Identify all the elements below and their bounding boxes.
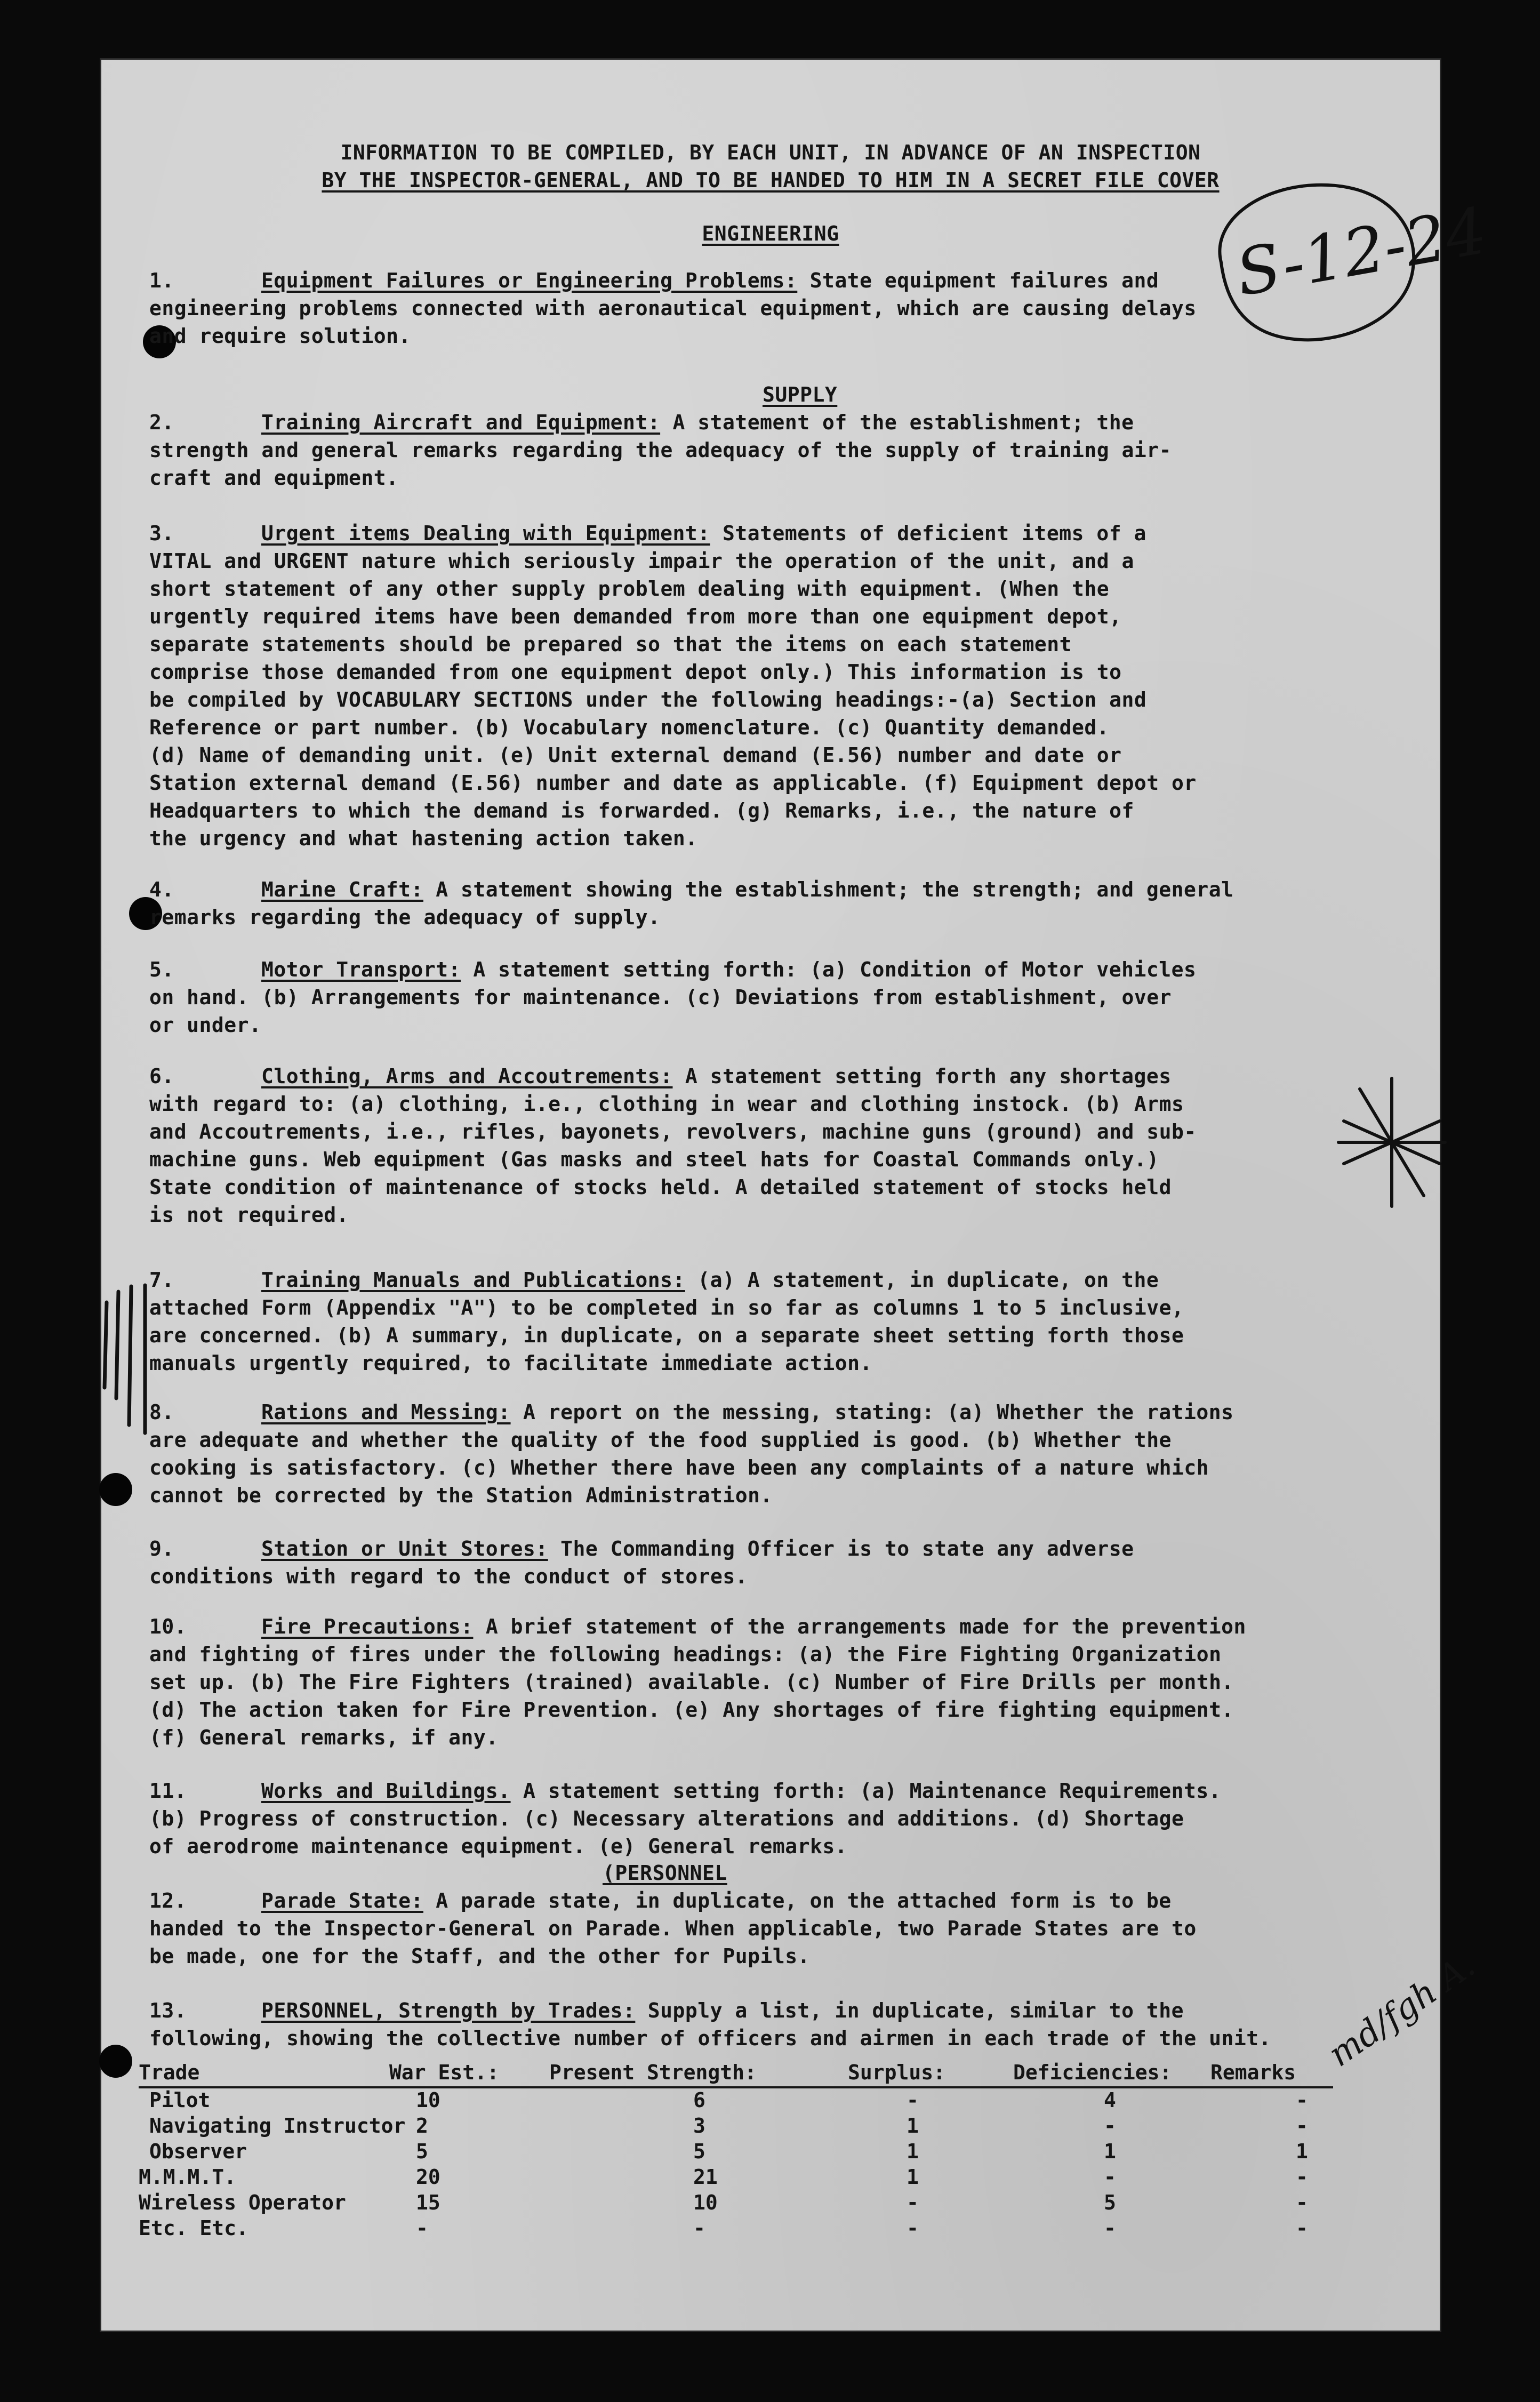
column-header-remarks: Remarks bbox=[1210, 2061, 1296, 2084]
trades-table bbox=[139, 2061, 1440, 2242]
stamp-text: S-12-24 bbox=[1231, 194, 1493, 311]
item-13: 13. PERSONNEL, Strength by Trades: Supply a list, in duplicate, similar to the following, showing the collective number of officers and airmen in each trade of the unit. bbox=[149, 1999, 1272, 2050]
item-11: 11. Works and Buildings. A statement setting forth: (a) Maintenance Requirements. (b) Progress of construction. (c) Necessary alterations and additions. (d) Shortage of aerodrome maintenance equipment. (e) General remarks. bbox=[149, 1779, 1222, 1858]
table-row: M.M.M.T. 20 21 1 - - bbox=[139, 2165, 1308, 2189]
document-header-line-2: BY THE INSPECTOR-GENERAL, AND TO BE HANDED TO HIM IN A SECRET FILE COVER bbox=[322, 169, 1220, 192]
handwritten-margin-marks bbox=[96, 1281, 155, 1436]
punch-hole bbox=[99, 2045, 132, 2078]
column-header-trade: Trade bbox=[139, 2061, 200, 2084]
item-4: 4. Marine Craft: A statement showing the establishment; the strength; and general remarks regarding the adequacy of supply. bbox=[149, 878, 1234, 929]
item-8: 8. Rations and Messing: A report on the messing, stating: (a) Whether the rations are adequate and whether the quality of the food supplied is good. (b) Whether the cooking is satisfactory. (c) Whether there have been any complaints of a nature which cannot be corrected by the Station Administration. bbox=[149, 1400, 1234, 1507]
column-header-present-strength: Present Strength: bbox=[549, 2061, 757, 2084]
section-heading-supply: SUPPLY bbox=[763, 383, 838, 406]
section-heading-engineering: ENGINEERING bbox=[702, 222, 839, 245]
punch-hole bbox=[99, 1473, 132, 1506]
column-header-deficiencies: Deficiencies: bbox=[1013, 2061, 1172, 2084]
item-9: 9. Station or Unit Stores: The Commanding Officer is to state any adverse conditions with regard to the conduct of stores. bbox=[149, 1537, 1134, 1588]
table-row: Etc. Etc. - - - - - bbox=[139, 2216, 1308, 2240]
table-row: Wireless Operator 15 10 - 5 - bbox=[139, 2191, 1308, 2214]
handwritten-asterisk-mark bbox=[1328, 1073, 1456, 1212]
table-row: Observer 5 5 1 1 1 bbox=[149, 2140, 1308, 2163]
item-12: 12. Parade State: A parade state, in duplicate, on the attached form is to be handed to the Inspector-General on Parade. When applicable, two Parade States are to be made, one for the Staff, and the other for Pupils. bbox=[149, 1889, 1197, 1968]
item-10: 10. Fire Precautions: A brief statement of the arrangements made for the prevention and fighting of fires under the following headings: (a) the Fire Fighting Organization set up. (b) The Fire Fighters (trained) available. (c) Number of Fire Drills per month. (d) The action taken for Fire Prevention. (e) Any shortages of fire fighting equipment. (f) General remarks, if any. bbox=[149, 1615, 1246, 1749]
table-row: Pilot 10 6 - 4 - bbox=[149, 2088, 1308, 2112]
item-1: 1. Equipment Failures or Engineering Problems: State equipment failures and engineering problems connected with aeronautical equipment, which are causing delays and require solution. bbox=[149, 269, 1197, 348]
item-7: 7. Training Manuals and Publications: (a) A statement, in duplicate, on the attached Form (Appendix "A") to be completed in so far as columns 1 to 5 inclusive, are concerned. (b) A summary, in duplicate, on a separate sheet setting forth those manuals urgently required, to facilitate immediate action. bbox=[149, 1268, 1184, 1375]
item-2: 2. Training Aircraft and Equipment: A statement of the establishment; the strength and general remarks regarding the adequacy of the supply of training air- craft and equipment. bbox=[149, 411, 1172, 490]
table-header-row bbox=[139, 2061, 1333, 2088]
document-page bbox=[101, 60, 1493, 2331]
item-6: 6. Clothing, Arms and Accoutrements: A statement setting forth any shortages with regard to: (a) clothing, i.e., clothing in wear and clothing instock. (b) Arms and Accoutrements, i.e., rifles, bayonets, revolvers, machine guns (ground) and sub- machine guns. Web equipment (Gas masks and steel hats for Coastal Commands only.) State condition of maintenance of stocks held. A detailed statement of stocks held is not required. bbox=[149, 1064, 1197, 1227]
column-header-surplus: Surplus: bbox=[848, 2061, 946, 2084]
signature-text: md/fgh A. bbox=[1321, 1945, 1482, 2075]
section-heading-personnel: (PERSONNEL bbox=[603, 1861, 727, 1885]
table-row: Navigating Instructor 2 3 1 - - bbox=[149, 2114, 1308, 2137]
column-header-war-est: War Est.: bbox=[389, 2061, 499, 2084]
document-header-line-1: INFORMATION TO BE COMPILED, BY EACH UNIT, IN ADVANCE OF AN INSPECTION bbox=[340, 141, 1201, 164]
item-5: 5. Motor Transport: A statement setting forth: (a) Condition of Motor vehicles on hand. (b) Arrangements for maintenance. (c) Deviations from establishment, over or under. bbox=[149, 958, 1197, 1037]
item-3: 3. Urgent items Dealing with Equipment: Statements of deficient items of a VITAL and URGENT nature which seriously impair the operation of the unit, and a short statement of any other supply problem dealing with equipment. (When the urgently required items have been demanded from more than one equipment depot, separate statements should be prepared so that the items on each statement comprise those demanded from one equipment depot only.) This information is to be compiled by VOCABULARY SECTIONS under the following headings:-(a) Section and Reference or part number. (b) Vocabulary nomenclature. (c) Quantity demanded. (d) Name of demanding unit. (e) Unit external demand (E.56) number and date or Station external demand (E.56) number and date as applicable. (f) Equipment depot or Headquarters to which the demand is forwarded. (g) Remarks, i.e., the nature of the urgency and what hastening action taken. bbox=[149, 522, 1197, 850]
